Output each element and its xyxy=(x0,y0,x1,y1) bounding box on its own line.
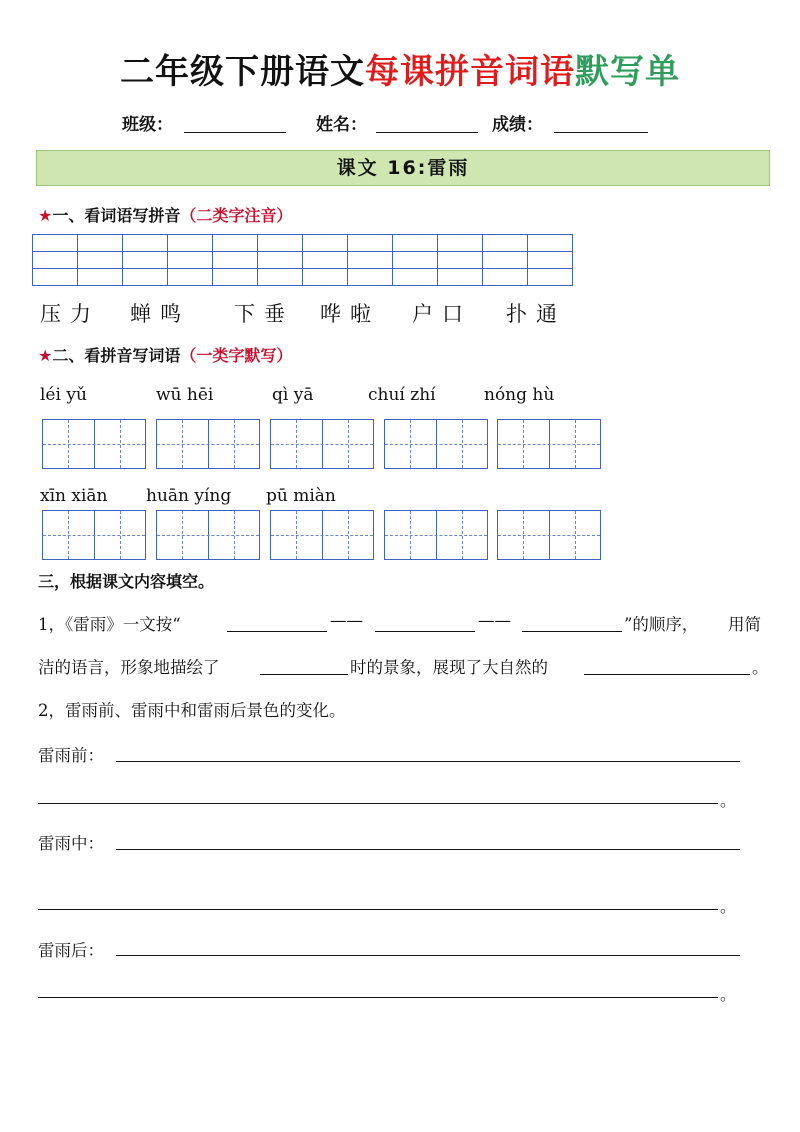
guide-dash-horizontal xyxy=(271,535,373,536)
lesson-banner: 课文 16:雷雨 xyxy=(36,150,770,186)
section1-title: 一、看词语写拼音 xyxy=(52,206,181,225)
pinyin-grid-cell[interactable] xyxy=(123,252,168,269)
after-answer-line-2[interactable] xyxy=(38,997,718,998)
during-answer-line-2[interactable] xyxy=(38,909,718,910)
pinyin-prompt: qì yā xyxy=(272,385,314,405)
during-answer-line-1[interactable] xyxy=(116,849,740,850)
before-answer-line-2[interactable] xyxy=(38,803,718,804)
pinyin-writing-grid[interactable] xyxy=(32,234,573,286)
pinyin-grid-cell[interactable] xyxy=(168,269,213,286)
character-writing-box[interactable] xyxy=(156,419,260,469)
word-item: 下垂 xyxy=(234,302,294,326)
class-label: 班级： xyxy=(122,115,173,135)
before-label: 雷雨前： xyxy=(38,746,104,765)
pinyin-grid-cell[interactable] xyxy=(483,269,528,286)
guide-dash-horizontal xyxy=(157,535,259,536)
word-item: 压力 xyxy=(40,302,100,326)
pinyin-grid-cell[interactable] xyxy=(348,235,393,252)
pinyin-grid-cell[interactable] xyxy=(393,252,438,269)
character-writing-box[interactable] xyxy=(497,510,601,560)
pinyin-grid-cell[interactable] xyxy=(528,269,573,286)
section1-paren-open: （ xyxy=(180,206,197,225)
guide-dash-horizontal xyxy=(271,444,373,445)
q1-period: 。 xyxy=(752,658,769,677)
before-period: 。 xyxy=(720,791,737,810)
worksheet-title xyxy=(0,44,800,93)
section1-note: 二类字注音 xyxy=(196,206,277,225)
title-part-grade: 二年级下册语文 xyxy=(120,52,365,92)
section2-heading xyxy=(38,343,292,366)
name-label: 姓名： xyxy=(316,115,367,135)
section1-heading xyxy=(38,203,292,226)
pinyin-grid-cell[interactable] xyxy=(78,269,123,286)
q1-blank-5[interactable] xyxy=(584,674,750,675)
q1-line2b: 时的景象，展现了大自然的 xyxy=(350,658,548,677)
pinyin-grid-cell[interactable] xyxy=(438,235,483,252)
class-field[interactable] xyxy=(184,132,286,133)
guide-dash-horizontal xyxy=(43,444,145,445)
pinyin-grid-cell[interactable] xyxy=(393,269,438,286)
pinyin-grid-cell[interactable] xyxy=(258,235,303,252)
pinyin-grid-cell[interactable] xyxy=(303,252,348,269)
score-field[interactable] xyxy=(554,132,648,133)
guide-dash-horizontal xyxy=(385,535,487,536)
character-writing-box[interactable] xyxy=(384,510,488,560)
title-part-pinyin: 每课拼音词语 xyxy=(365,52,575,92)
score-label: 成绩： xyxy=(492,115,543,135)
q1-blank-4[interactable] xyxy=(260,674,348,675)
pinyin-grid-cell[interactable] xyxy=(123,235,168,252)
pinyin-grid-cell[interactable] xyxy=(393,235,438,252)
character-writing-box[interactable] xyxy=(270,419,374,469)
section2-paren-open: （ xyxy=(180,346,197,365)
pinyin-grid-cell[interactable] xyxy=(528,235,573,252)
pinyin-grid-cell[interactable] xyxy=(348,252,393,269)
guide-dash-horizontal xyxy=(498,444,600,445)
pinyin-grid-cell[interactable] xyxy=(78,235,123,252)
character-writing-box[interactable] xyxy=(156,510,260,560)
during-period: 。 xyxy=(720,897,737,916)
section3-title: 三，根据课文内容填空。 xyxy=(38,572,215,591)
word-item: 户口 xyxy=(412,302,472,326)
pinyin-prompt: léi yǔ xyxy=(40,385,87,405)
after-answer-line-1[interactable] xyxy=(116,955,740,956)
pinyin-grid-cell[interactable] xyxy=(438,252,483,269)
pinyin-grid-cell[interactable] xyxy=(258,269,303,286)
pinyin-grid-cell[interactable] xyxy=(303,269,348,286)
name-field[interactable] xyxy=(376,132,478,133)
pinyin-grid-cell[interactable] xyxy=(348,269,393,286)
before-answer-line-1[interactable] xyxy=(116,761,740,762)
word-item: 扑通 xyxy=(506,302,566,326)
q1-start: 1，《雷雨》一文按“ xyxy=(38,615,181,634)
pinyin-prompt: wū hēi xyxy=(156,385,214,405)
word-item: 蝉鸣 xyxy=(130,302,190,326)
section1-paren-close: ） xyxy=(276,206,293,225)
pinyin-grid-cell[interactable] xyxy=(33,235,78,252)
word-item: 哗啦 xyxy=(320,302,380,326)
guide-dash-horizontal xyxy=(43,535,145,536)
q1-end: ”的顺序， xyxy=(624,615,699,634)
pinyin-grid-cell[interactable] xyxy=(168,252,213,269)
section2-note: 一类字默写 xyxy=(196,346,277,365)
pinyin-grid-cell[interactable] xyxy=(528,252,573,269)
q1-blank-3[interactable] xyxy=(522,631,622,632)
section2-title: 二、看拼音写词语 xyxy=(52,346,181,365)
during-label: 雷雨中： xyxy=(38,834,104,853)
pinyin-grid-cell[interactable] xyxy=(258,252,303,269)
pinyin-grid-cell[interactable] xyxy=(33,252,78,269)
character-writing-box[interactable] xyxy=(384,419,488,469)
pinyin-prompt: pū miàn xyxy=(266,486,336,506)
pinyin-grid-cell[interactable] xyxy=(213,252,258,269)
pinyin-grid-cell[interactable] xyxy=(213,269,258,286)
character-writing-box[interactable] xyxy=(270,510,374,560)
star-icon: ★ xyxy=(38,206,53,225)
q1-blank-1[interactable] xyxy=(227,631,327,632)
pinyin-grid-cell[interactable] xyxy=(168,235,213,252)
pinyin-grid-cell[interactable] xyxy=(123,269,168,286)
q1-tail: 用简 xyxy=(728,615,761,634)
guide-dash-horizontal xyxy=(385,444,487,445)
character-writing-box[interactable] xyxy=(42,419,146,469)
character-writing-box[interactable] xyxy=(497,419,601,469)
pinyin-prompt: huān yíng xyxy=(146,486,232,506)
q1-dash-1: —— xyxy=(330,611,363,630)
pinyin-prompt: xīn xiān xyxy=(40,486,108,506)
guide-dash-horizontal xyxy=(157,444,259,445)
after-label: 雷雨后： xyxy=(38,941,104,960)
title-part-dictation: 默写单 xyxy=(575,52,680,92)
student-info-row xyxy=(0,110,800,140)
pinyin-grid-cell[interactable] xyxy=(78,252,123,269)
pinyin-grid-cell[interactable] xyxy=(33,269,78,286)
q1-line2a: 洁的语言，形象地描绘了 xyxy=(38,658,220,677)
star-icon: ★ xyxy=(38,346,53,365)
pinyin-prompt: nóng hù xyxy=(484,385,555,405)
pinyin-prompt: chuí zhí xyxy=(368,385,436,405)
guide-dash-horizontal xyxy=(498,535,600,536)
pinyin-grid-cell[interactable] xyxy=(438,269,483,286)
pinyin-grid-cell[interactable] xyxy=(213,235,258,252)
q1-blank-2[interactable] xyxy=(375,631,475,632)
pinyin-grid-cell[interactable] xyxy=(483,252,528,269)
q2-prompt: 2，雷雨前、雷雨中和雷雨后景色的变化。 xyxy=(38,701,346,720)
pinyin-grid-cell[interactable] xyxy=(303,235,348,252)
section2-paren-close: ） xyxy=(276,346,293,365)
pinyin-grid-cell[interactable] xyxy=(483,235,528,252)
q1-dash-2: —— xyxy=(478,611,511,630)
character-writing-box[interactable] xyxy=(42,510,146,560)
after-period: 。 xyxy=(720,985,737,1004)
